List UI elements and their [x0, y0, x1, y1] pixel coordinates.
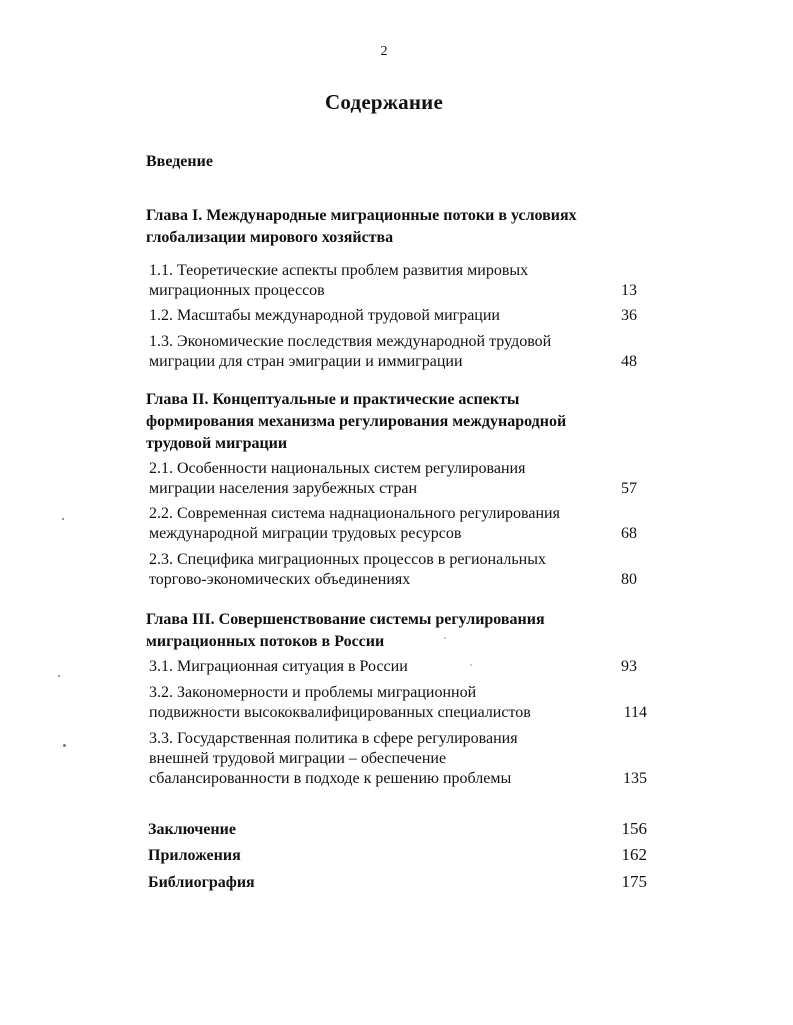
section-line: 3.2. Закономерности и проблемы миграционной — [149, 684, 477, 701]
section-2-2 — [149, 504, 560, 544]
section-line: 3.3. Государственная политика в сфере регулирования — [149, 730, 518, 747]
section-line: 1.2. Масштабы международной трудовой миграции — [149, 307, 500, 324]
chapter-2-title-line: формирования механизма регулирования международной — [146, 413, 567, 430]
section-3-1 — [149, 657, 408, 677]
section-1-2 — [149, 306, 500, 326]
section-line: 2.2. Современная система наднационального регулирования — [149, 505, 560, 522]
page-title: Содержание — [325, 90, 443, 114]
section-line: международной миграции трудовых ресурсов — [149, 525, 462, 542]
section-3-1-page: 93 — [621, 658, 637, 675]
section-line: 1.1. Теоретические аспекты проблем развития мировых — [149, 262, 529, 279]
scan-speck — [58, 675, 60, 677]
chapter-2-title-line: трудовой миграции — [146, 435, 288, 452]
section-1-3-page: 48 — [621, 353, 637, 370]
section-3-2 — [149, 683, 531, 723]
scan-speck — [63, 744, 66, 747]
section-line: внешней трудовой миграции – обеспечение — [149, 750, 447, 767]
section-3-3-page: 135 — [623, 770, 647, 787]
section-line: миграции для стран эмиграции и иммиграции — [149, 353, 463, 370]
chapter-1-title-line: глобализации мирового хозяйства — [146, 229, 394, 246]
section-2-2-page: 68 — [621, 525, 637, 542]
section-line: торгово-экономических объединениях — [149, 571, 411, 588]
bibliography-label: Библиография — [148, 874, 255, 891]
section-line: 1.3. Экономические последствия международной трудовой — [149, 333, 552, 350]
scan-speck — [62, 518, 64, 520]
section-line: подвижности высококвалифицированных специалистов — [149, 704, 531, 721]
appendices-page: 162 — [621, 845, 647, 864]
appendices-label: Приложения — [148, 847, 241, 864]
section-line: миграционных процессов — [149, 282, 325, 299]
scan-speck — [444, 637, 446, 639]
section-3-3 — [149, 729, 518, 789]
chapter-3-title — [146, 609, 545, 653]
section-2-3-page: 80 — [621, 571, 637, 588]
section-1-1-page: 13 — [621, 282, 637, 299]
section-line: 3.1. Миграционная ситуация в России — [149, 658, 408, 675]
section-1-3 — [149, 332, 551, 372]
section-3-2-page: 114 — [623, 704, 647, 721]
bibliography-page: 175 — [621, 872, 647, 891]
chapter-1-title — [146, 205, 577, 249]
section-2-3 — [149, 550, 546, 590]
scan-speck — [470, 664, 472, 666]
section-line: 2.3. Специфика миграционных процессов в региональных — [149, 551, 546, 568]
chapter-2-title-line: Глава II. Концептуальные и практические аспекты — [146, 391, 520, 408]
section-line: миграции населения зарубежных стран — [149, 480, 418, 497]
conclusion-page: 156 — [621, 819, 647, 838]
page-number: 2 — [380, 44, 388, 59]
intro-heading: Введение — [146, 153, 213, 170]
chapter-2-title — [146, 389, 566, 455]
section-line: 2.1. Особенности национальных систем регулирования — [149, 460, 526, 477]
section-1-1 — [149, 261, 528, 301]
chapter-3-title-line: миграционных потоков в России — [146, 633, 385, 650]
section-2-1-page: 57 — [621, 480, 637, 497]
conclusion-label: Заключение — [148, 821, 236, 838]
section-1-2-page: 36 — [621, 307, 637, 324]
chapter-3-title-line: Глава III. Совершенствование системы регулирования — [146, 611, 545, 628]
section-line: сбалансированности в подходе к решению проблемы — [149, 770, 512, 787]
section-2-1 — [149, 459, 525, 499]
chapter-1-title-line: Глава I. Международные миграционные потоки в условиях — [146, 207, 577, 224]
